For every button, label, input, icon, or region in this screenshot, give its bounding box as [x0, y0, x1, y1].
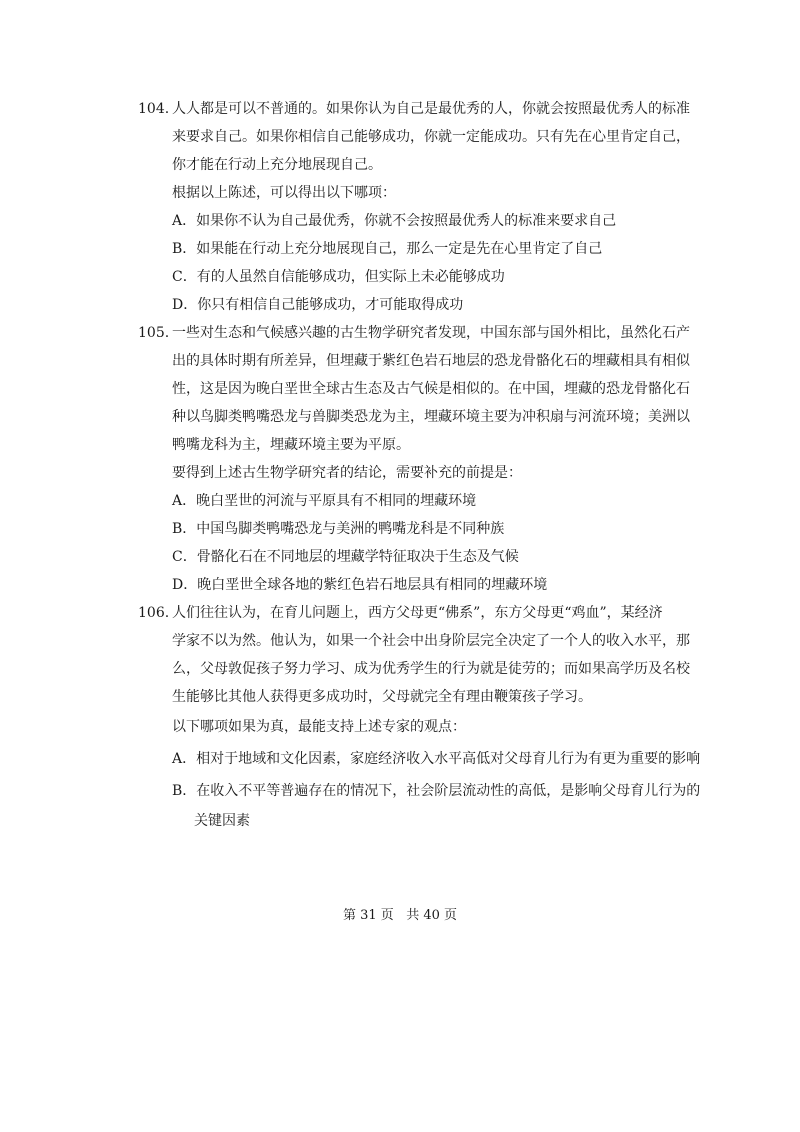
question-104-prompt: 根据以上陈述，可以得出以下哪项： — [172, 185, 396, 201]
question-104-stem-line-1: 人人都是可以不普通的。如果你认为自己是最优秀的人，你就会按照最优秀人的标准 — [172, 101, 690, 117]
question-number-104: 104. — [138, 101, 170, 117]
question-105-stem-line-5: 鸭嘴龙科为主，埋藏环境主要为平原。 — [172, 437, 410, 453]
question-104-stem-line-2: 来要求自己。如果你相信自己能够成功，你就一定能成功。只有先在心里肯定自己， — [172, 129, 690, 145]
question-105-stem-line-4: 种以鸟脚类鸭嘴恐龙与兽脚类恐龙为主，埋藏环境主要为冲积扇与河流环境；美洲以 — [172, 409, 690, 425]
question-106-stem-line-4: 生能够比其他人获得更多成功时，父母就完全有理由鞭策孩子学习。 — [172, 689, 592, 705]
question-105-option-c: C．骨骼化石在不同地层的埋藏学特征取决于生态及气候 — [172, 549, 519, 565]
question-106-option-b: B．在收入不平等普遍存在的情况下，社会阶层流动性的高低，是影响父母育儿行为的 — [172, 783, 701, 799]
question-106-option-b-continuation: 关键因素 — [194, 813, 250, 829]
question-105-option-d: D．晚白垩世全球各地的紫红色岩石地层具有相同的埋藏环境 — [172, 577, 548, 593]
question-number-105: 105. — [138, 325, 170, 341]
question-104-option-a: A．如果你不认为自己最优秀，你就不会按照最优秀人的标准来要求自己 — [172, 213, 617, 229]
question-106-stem-line-1: 人们往往认为，在育儿问题上，西方父母更“佛系”，东方父母更“鸡血”，某经济 — [172, 605, 663, 621]
question-105-option-a: A．晚白垩世的河流与平原具有不相同的埋藏环境 — [172, 493, 477, 509]
question-104-option-b: B．如果能在行动上充分地展现自己，那么一定是先在心里肯定了自己 — [172, 241, 603, 257]
question-105-stem-line-2: 出的具体时期有所差异，但埋藏于紫红色岩石地层的恐龙骨骼化石的埋藏相具有相似 — [172, 353, 690, 369]
question-106-stem-line-2: 学家不以为然。他认为，如果一个社会中出身阶层完全决定了一个人的收入水平，那 — [172, 633, 690, 649]
question-105-stem-line-1: 一些对生态和气候感兴趣的古生物学研究者发现，中国东部与国外相比，虽然化石产 — [172, 325, 690, 341]
question-106-option-a: A．相对于地域和文化因素，家庭经济收入水平高低对父母育儿行为有更为重要的影响 — [172, 751, 701, 767]
question-106-prompt: 以下哪项如果为真，最能支持上述专家的观点： — [172, 719, 466, 735]
page-footer: 第 31 页 共 40 页 — [342, 908, 457, 923]
question-number-106: 106. — [138, 605, 170, 621]
question-104-stem-line-3: 你才能在行动上充分地展现自己。 — [172, 157, 382, 173]
question-104-option-c: C．有的人虽然自信能够成功，但实际上未必能够成功 — [172, 269, 505, 285]
question-104-option-d: D．你只有相信自己能够成功，才可能取得成功 — [172, 297, 464, 313]
question-105-prompt: 要得到上述古生物学研究者的结论，需要补充的前提是： — [172, 465, 522, 481]
question-106-stem-line-3: 么，父母敦促孩子努力学习、成为优秀学生的行为就是徒劳的；而如果高学历及名校 — [172, 661, 690, 677]
question-105-stem-line-3: 性，这是因为晚白垩世全球古生态及古气候是相似的。在中国，埋藏的恐龙骨骼化石 — [172, 381, 690, 397]
question-105-option-b: B．中国鸟脚类鸭嘴恐龙与美洲的鸭嘴龙科是不同种族 — [172, 521, 505, 537]
